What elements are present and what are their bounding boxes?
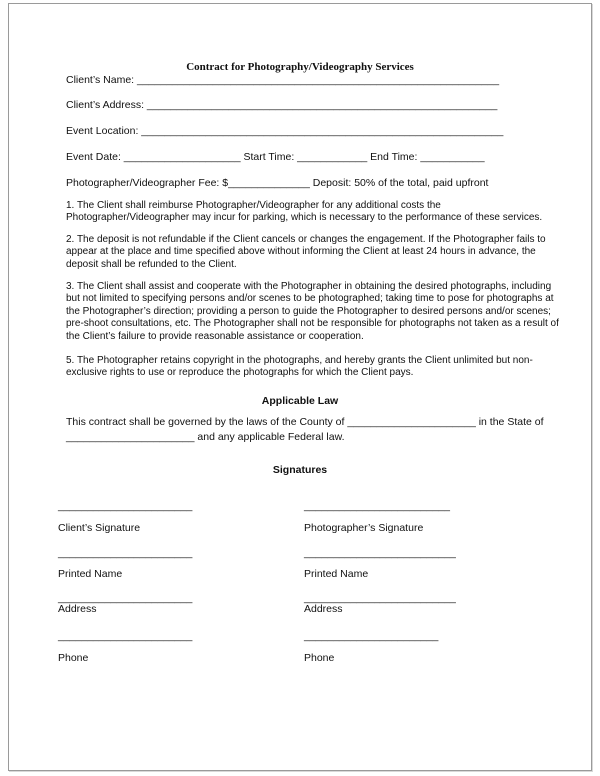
clause-1-line: Photographer/Videographer may incur for parking, which is necessary to the performance of these services. <box>66 212 543 224</box>
client-printed-name-label: Printed Name <box>58 568 123 580</box>
applicable-law-line: This contract shall be governed by the laws of the County of ______________________ in the State of <box>66 416 544 428</box>
signatures-heading: Signatures <box>272 464 328 476</box>
photographer-address-line: __________________________ <box>304 592 456 604</box>
clause-3 <box>66 281 559 343</box>
clause-2 <box>66 234 556 271</box>
photographer-printed-name-line: __________________________ <box>304 547 456 559</box>
clause-3-line: but not limited to specifying persons and/or scenes to be photographed; taking time to pose for photographs at <box>66 293 554 305</box>
clause-3-line: the Photographer’s direction; providing a person to guide the Photographer to desired persons and/or scenes; <box>66 305 551 317</box>
photographer-phone-line: _______________________ <box>304 630 439 642</box>
photographer-signature-label: Photographer’s Signature <box>304 522 424 534</box>
clause-5-line: exclusive rights to use or reproduce the photographs for which the Client pays. <box>66 367 414 379</box>
clause-5-line: 5. The Photographer retains copyright in the photographs, and hereby grants the Client unlimited but non- <box>66 355 533 366</box>
applicable-law-line: ______________________ and any applicable Federal law. <box>66 431 345 443</box>
photographer-signature-line: _________________________ <box>304 500 450 512</box>
clause-3-line: pre-shoot consultations, etc. The Photographer shall not be responsible for photographs not taken as a result of <box>66 318 559 330</box>
clause-5 <box>66 355 556 380</box>
clause-2-line: deposit shall be refunded to the Client. <box>66 258 237 270</box>
clause-3-line: the Client’s failure to provide reasonable assistance or cooperation. <box>66 330 364 342</box>
photographer-address-label: Address <box>304 603 343 615</box>
photographer-phone-label: Phone <box>304 652 335 664</box>
applicable-law-text <box>66 415 556 445</box>
event-location-field: Event Location: ______________________________________________________________ <box>66 125 504 137</box>
client-phone-label: Phone <box>58 652 89 664</box>
clause-1 <box>66 200 556 225</box>
client-address-label: Address <box>58 603 97 615</box>
client-phone-line: _______________________ <box>58 630 193 642</box>
fee-deposit-field: Photographer/Videographer Fee: $______________ Deposit: 50% of the total, paid upfront <box>66 177 489 189</box>
client-signature-label: Client’s Signature <box>58 522 141 534</box>
applicable-law-heading: Applicable Law <box>261 395 339 407</box>
client-signature-line: _______________________ <box>58 500 193 512</box>
document-page <box>8 3 592 771</box>
clients-address-field: Client’s Address: ____________________________________________________________ <box>66 99 498 111</box>
clause-2-line: 2. The deposit is not refundable if the Client cancels or changes the engagement. If the Photographer fails to <box>66 234 546 245</box>
photographer-printed-name-label: Printed Name <box>304 568 369 580</box>
client-address-line: _______________________ <box>58 592 193 604</box>
document-title: Contract for Photography/Videography Services <box>186 61 414 73</box>
clients-name-field: Client’s Name: ______________________________________________________________ <box>66 74 500 86</box>
event-date-time-fields: Event Date: ____________________ Start Time: ____________ End Time: ___________ <box>66 151 485 163</box>
client-printed-name-line: _______________________ <box>58 547 193 559</box>
clause-1-line: 1. The Client shall reimburse Photographer/Videographer for any additional costs the <box>66 200 441 211</box>
clause-3-line: 3. The Client shall assist and cooperate with the Photographer in obtaining the desired photographs, including <box>66 281 552 292</box>
clause-2-line: appear at the place and time specified above without informing the Client at least 24 hours in advance, the <box>66 246 536 258</box>
